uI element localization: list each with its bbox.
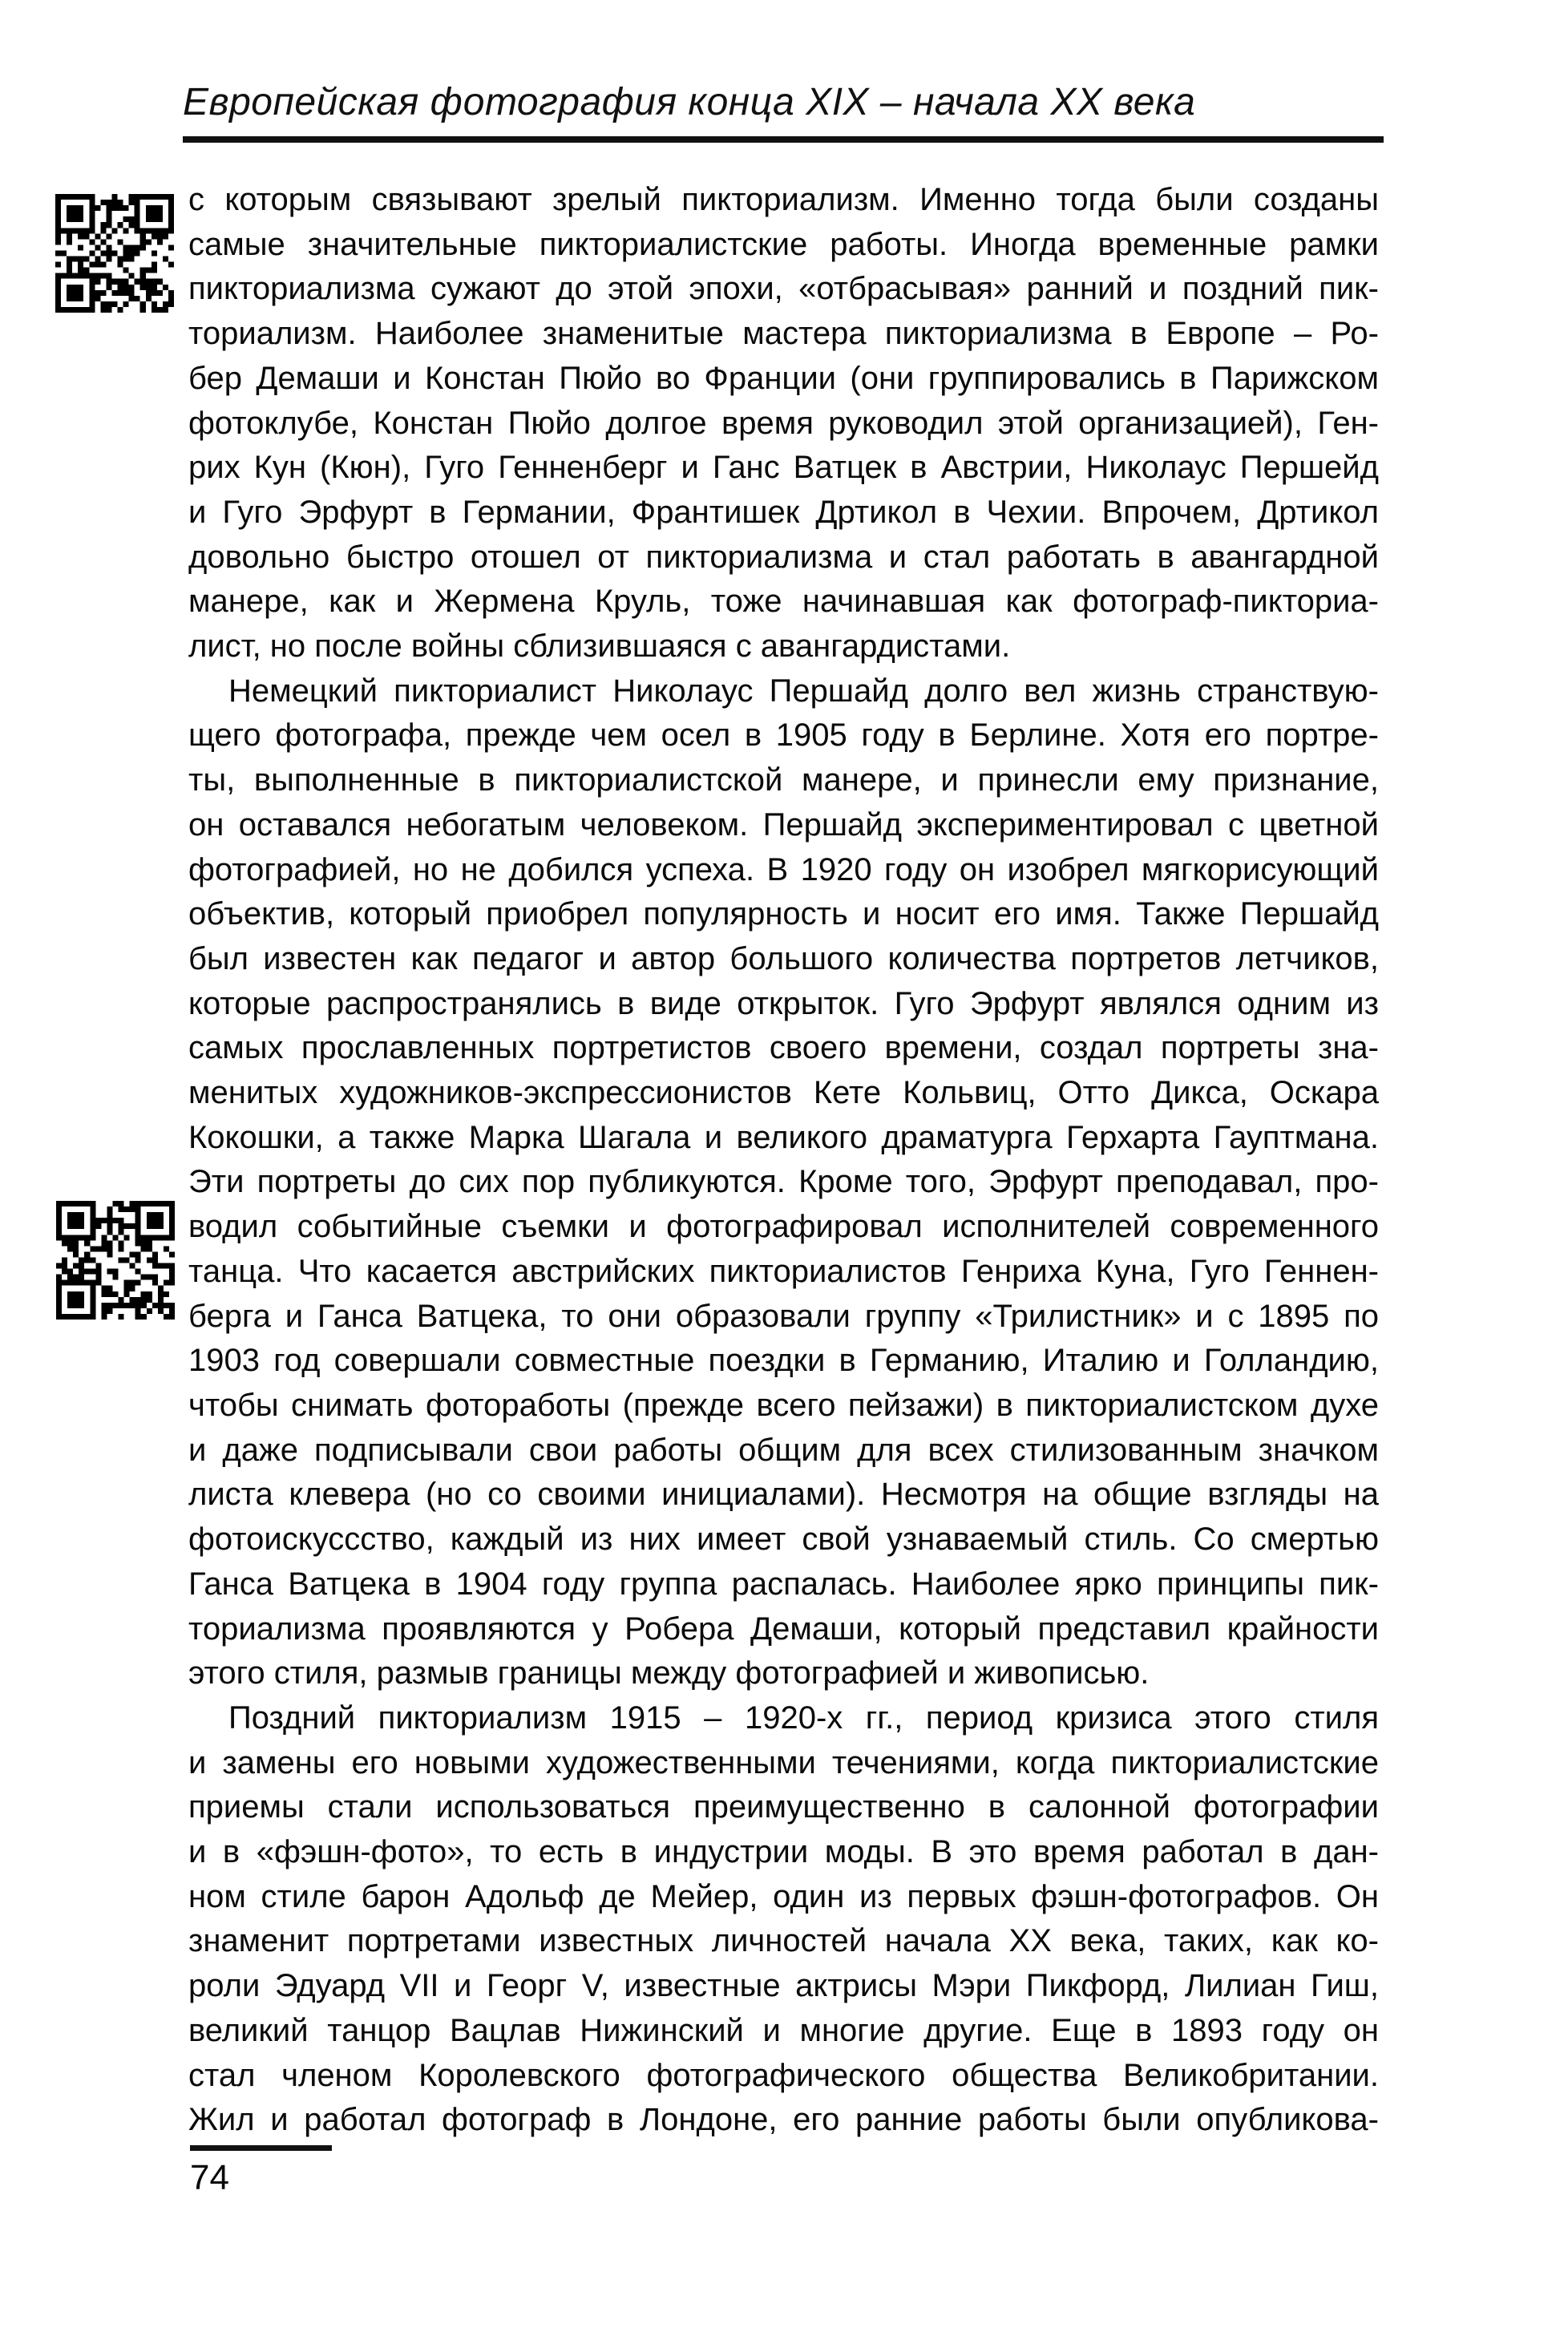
text-line: и в «фэшн-фото», то есть в индустрии моды. В это время работал в дан- xyxy=(188,1834,1379,1870)
text-line: чтобы снимать фотоработы (прежде всего пейзажи) в пикториалистском духе xyxy=(188,1387,1379,1423)
text-line: самых прославленных портретистов своего времени, создал портреты зна- xyxy=(188,1030,1379,1066)
footer-rule xyxy=(190,2145,332,2151)
text-line: пикториализма сужают до этой эпохи, «отбрасывая» ранний и поздний пик- xyxy=(188,271,1379,307)
body-text xyxy=(188,178,1379,2143)
text-line: с которым связывают зрелый пикториализм. Именно тогда были созданы xyxy=(188,182,1379,217)
text-line: и Гуго Эрфурт в Германии, Франтишек Дртикол в Чехии. Впрочем, Дртикол xyxy=(188,494,1379,530)
text-line: лист, но после войны сблизившаяся с авангардистами. xyxy=(188,628,1011,665)
text-line: знаменит портретами известных личностей начала XX века, таких, как ко- xyxy=(188,1923,1379,1959)
text-line: Жил и работал фотограф в Лондоне, его ранние работы были опубликова- xyxy=(188,2102,1379,2138)
text-line: Эти портреты до сих пор публикуются. Кроме того, Эрфурт преподавал, про- xyxy=(188,1164,1379,1200)
qr-code-top-image xyxy=(55,194,174,313)
text-line: 1903 год совершали совместные поездки в Германию, Италию и Голландию, xyxy=(188,1343,1379,1379)
text-line: он оставался небогатым человеком. Першайд экспериментировал с цветной xyxy=(188,806,1379,843)
text-line: самые значительные пикториалистские работы. Иногда временные рамки xyxy=(188,226,1379,262)
text-line: ты, выполненные в пикториалистской манере, и принесли ему признание, xyxy=(188,762,1379,798)
text-line: листа клевера (но со своими инициалами). Несмотря на общие взгляды на xyxy=(188,1477,1379,1513)
text-line: щего фотографа, прежде чем осел в 1905 году в Берлине. Хотя его портре- xyxy=(188,717,1379,754)
paragraph xyxy=(188,178,1379,669)
text-line: рих Кун (Кюн), Гуго Генненберг и Ганс Ватцек в Австрии, Николаус Першейд xyxy=(188,450,1379,486)
text-line: объектив, который приобрел популярность и носит его имя. Также Першайд xyxy=(188,896,1379,932)
text-line: ном стиле барон Адольф де Мейер, один из первых фэшн-фотографов. Он xyxy=(188,1878,1379,1914)
header-rule xyxy=(183,136,1384,143)
qr-code-icon xyxy=(56,1201,175,1320)
text-line: стал членом Королевского фотографического общества Великобритании. xyxy=(188,2057,1379,2093)
text-line: менитых художников-экспрессионистов Кете Кольвиц, Отто Дикса, Оскара xyxy=(188,1075,1379,1111)
text-line: был известен как педагог и автор большого количества портретов летчиков, xyxy=(188,940,1379,976)
text-line: Кокошки, а также Марка Шагала и великого драматурга Герхарта Гауптмана. xyxy=(188,1119,1379,1155)
text-line: ториализм. Наиболее знаменитые мастера пикториализма в Европе – Ро- xyxy=(188,316,1379,352)
paragraph xyxy=(188,1696,1379,2143)
text-line: фотоклубе, Констан Пюйо долгое время руководил этой организацией), Ген- xyxy=(188,405,1379,441)
text-line: манере, как и Жермена Круль, тоже начинавшая как фотограф-пикториа- xyxy=(188,584,1379,620)
running-header-title: Европейская фотография конца XIX – начала XX века xyxy=(183,81,1196,123)
qr-code-icon xyxy=(55,194,174,313)
text-line: и даже подписывали свои работы общим для всех стилизованным значком xyxy=(188,1432,1379,1468)
text-line: этого стиля, размыв границы между фотографией и живописью. xyxy=(188,1655,1150,1691)
text-line: роли Эдуард VII и Георг V, известные актрисы Мэри Пикфорд, Лилиан Гиш, xyxy=(188,1968,1379,2004)
text-line: ториализма проявляются у Робера Демаши, который представил крайности xyxy=(188,1611,1379,1647)
text-line: фотоискуссство, каждый из них имеет свой узнаваемый стиль. Со смертью xyxy=(188,1522,1379,1558)
text-line: Немецкий пикториалист Николаус Першайд долго вел жизнь странствую- xyxy=(228,673,1379,709)
qr-code-middle-image xyxy=(56,1201,175,1320)
text-line: фотографией, но не добился успеха. В 1920 году он изобрел мягкорисующий xyxy=(188,851,1379,887)
text-line: великий танцор Вацлав Нижинский и многие другие. Еще в 1893 году он xyxy=(188,2012,1379,2048)
paragraph xyxy=(188,669,1379,1696)
text-line: танца. Что касается австрийских пикториалистов Генриха Куна, Гуго Геннен- xyxy=(188,1253,1379,1289)
text-line: водил событийные съемки и фотографировал исполнителей современного xyxy=(188,1209,1379,1245)
text-line: Поздний пикториализм 1915 – 1920-х гг., период кризиса этого стиля xyxy=(228,1700,1379,1736)
text-line: Ганса Ватцека в 1904 году группа распалась. Наиболее ярко принципы пик- xyxy=(188,1566,1379,1602)
page-number: 74 xyxy=(190,2158,229,2197)
text-line: берга и Ганса Ватцека, то они образовали группу «Трилистник» и с 1895 по xyxy=(188,1298,1379,1334)
text-line: бер Демаши и Констан Пюйо во Франции (они группировались в Парижском xyxy=(188,360,1379,396)
text-line: которые распространялись в виде открыток. Гуго Эрфурт являлся одним из xyxy=(188,985,1379,1021)
text-line: приемы стали использоваться преимущественно в салонной фотографии xyxy=(188,1789,1379,1825)
text-line: и замены его новыми художественными течениями, когда пикториалистские xyxy=(188,1744,1379,1780)
text-line: довольно быстро отошел от пикториализма и стал работать в авангардной xyxy=(188,539,1379,575)
